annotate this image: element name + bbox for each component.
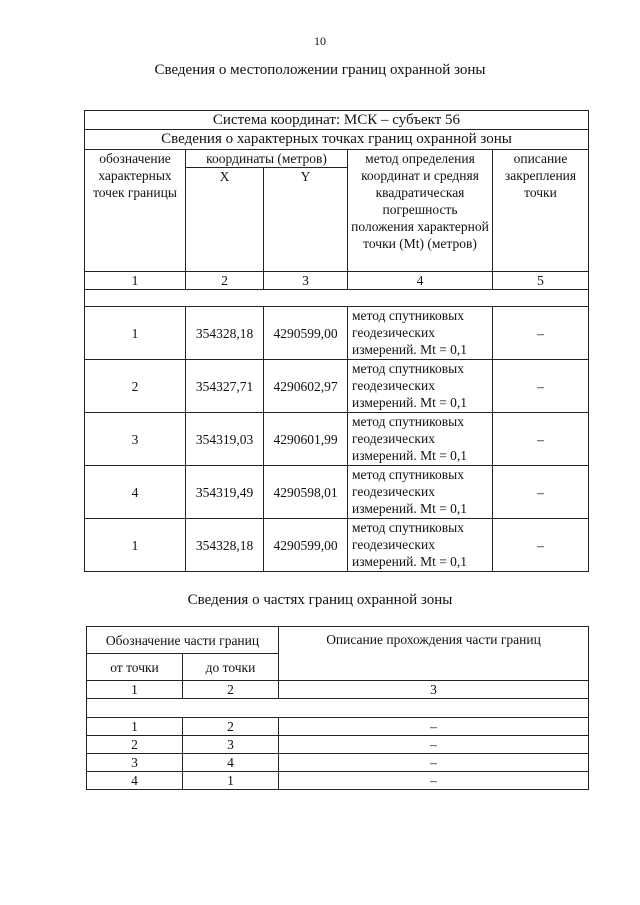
column-number: 3 xyxy=(264,272,348,290)
from-point: 1 xyxy=(87,718,183,736)
table-row xyxy=(85,307,589,360)
empty-spacer-row xyxy=(85,290,589,307)
table-row xyxy=(85,466,589,519)
boundary-points-table xyxy=(84,110,589,572)
y-coordinate: 4290601,99 xyxy=(264,413,348,466)
x-coordinate: 354319,49 xyxy=(186,466,264,519)
part-description: – xyxy=(279,736,589,754)
column-number: 1 xyxy=(85,272,186,290)
from-point: 4 xyxy=(87,772,183,790)
column-number: 2 xyxy=(186,272,264,290)
part-description: – xyxy=(279,718,589,736)
y-coordinate: 4290599,00 xyxy=(264,519,348,572)
table-row xyxy=(87,736,589,754)
header-part-description: Описание прохождения части границ xyxy=(279,627,589,681)
section2-title: Сведения о частях границ охранной зоны xyxy=(187,592,453,608)
header-coordinates: координаты (метров) xyxy=(186,150,348,168)
to-point: 2 xyxy=(183,718,279,736)
method-text: метод спутниковых геодезических измерений. Мt = 0,1 xyxy=(348,307,493,360)
table-row xyxy=(87,772,589,790)
page-number: 10 xyxy=(314,34,326,48)
description-text: – xyxy=(493,360,589,413)
column-number: 2 xyxy=(183,681,279,699)
point-number: 2 xyxy=(85,360,186,413)
header-part-designation: Обозначение части границ xyxy=(87,627,279,654)
y-coordinate: 4290598,01 xyxy=(264,466,348,519)
from-point: 2 xyxy=(87,736,183,754)
table-row xyxy=(85,519,589,572)
header-method: метод определения координат и средняя квадратическая погрешность положения характерной точки (Мt) (метров) xyxy=(348,150,493,272)
table-row xyxy=(85,360,589,413)
point-number: 1 xyxy=(85,307,186,360)
column-number: 1 xyxy=(87,681,183,699)
header-point-designation: обозначение характерных точек границы xyxy=(85,150,186,272)
section1-title: Сведения о местоположении границ охранной зоны xyxy=(154,62,486,78)
x-coordinate: 354327,71 xyxy=(186,360,264,413)
description-text: – xyxy=(493,413,589,466)
boundary-parts-table xyxy=(86,626,589,790)
method-text: метод спутниковых геодезических измерений. Мt = 0,1 xyxy=(348,360,493,413)
to-point: 1 xyxy=(183,772,279,790)
header-description: описание закрепления точки xyxy=(493,150,589,272)
table-row xyxy=(87,718,589,736)
column-number: 3 xyxy=(279,681,589,699)
y-coordinate: 4290599,00 xyxy=(264,307,348,360)
point-number: 4 xyxy=(85,466,186,519)
part-description: – xyxy=(279,772,589,790)
point-number: 1 xyxy=(85,519,186,572)
point-number: 3 xyxy=(85,413,186,466)
description-text: – xyxy=(493,519,589,572)
header-from-point: от точки xyxy=(87,654,183,681)
to-point: 3 xyxy=(183,736,279,754)
header-y: Y xyxy=(264,168,348,272)
part-description: – xyxy=(279,754,589,772)
from-point: 3 xyxy=(87,754,183,772)
method-text: метод спутниковых геодезических измерений. Мt = 0,1 xyxy=(348,466,493,519)
table-row xyxy=(87,754,589,772)
x-coordinate: 354319,03 xyxy=(186,413,264,466)
description-text: – xyxy=(493,307,589,360)
x-coordinate: 354328,18 xyxy=(186,307,264,360)
coord-system-header: Система координат: МСК – субъект 56 xyxy=(85,111,589,130)
empty-spacer-row xyxy=(87,699,589,718)
header-x: X xyxy=(186,168,264,272)
to-point: 4 xyxy=(183,754,279,772)
table1-subtitle: Сведения о характерных точках границ охранной зоны xyxy=(85,130,589,150)
table-row xyxy=(85,413,589,466)
column-number: 4 xyxy=(348,272,493,290)
header-to-point: до точки xyxy=(183,654,279,681)
x-coordinate: 354328,18 xyxy=(186,519,264,572)
method-text: метод спутниковых геодезических измерений. Мt = 0,1 xyxy=(348,413,493,466)
y-coordinate: 4290602,97 xyxy=(264,360,348,413)
column-number: 5 xyxy=(493,272,589,290)
description-text: – xyxy=(493,466,589,519)
method-text: метод спутниковых геодезических измерений. Мt = 0,1 xyxy=(348,519,493,572)
